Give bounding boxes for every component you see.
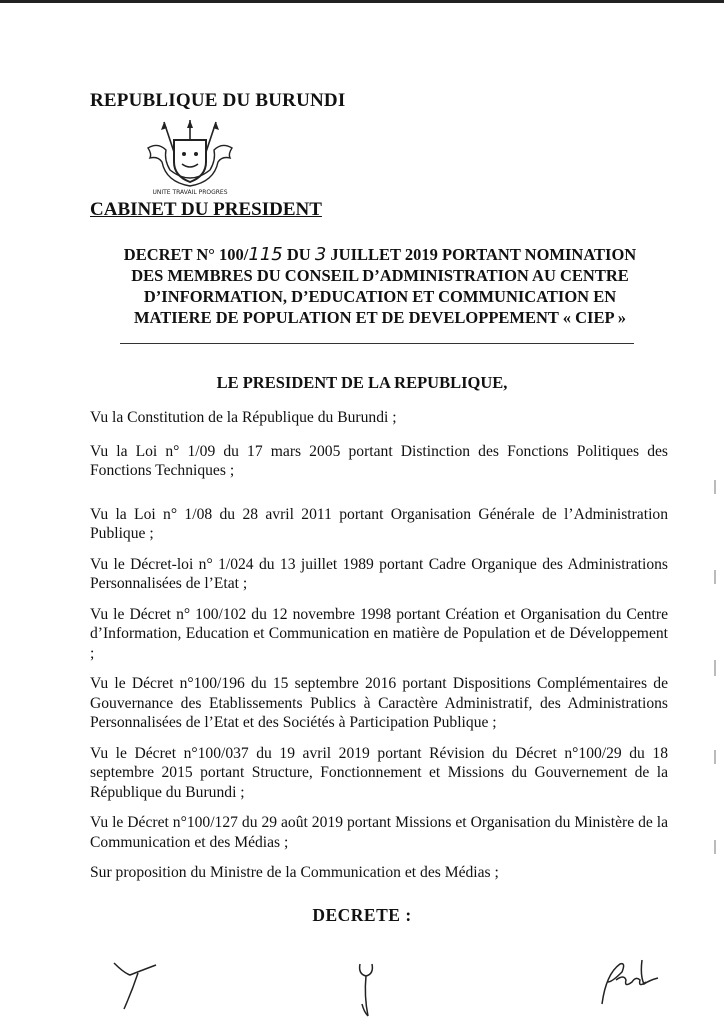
title-separator-line xyxy=(120,343,634,344)
decree-title-line-1: DECRET N° 100/115 DU 3 JUILLET 2019 PORTANT NOMINATION xyxy=(123,244,637,265)
preamble-paragraph: Vu le Décret-loi n° 1/024 du 13 juillet 1989 portant Cadre Organique des Administrations Personnalisées de l’Etat ; xyxy=(90,555,668,592)
handwritten-decree-number: 115 xyxy=(248,244,283,265)
initial-signature-left xyxy=(108,955,168,1015)
decrete-heading: DECRETE : xyxy=(312,905,412,925)
preamble-paragraph: Vu le Décret n°100/037 du 19 avril 2019 portant Révision du Décret n°100/29 du 18 septembre 2015 portant Structure, Fonctionnement et Missions du Gouvernement de la République du Burundi ; xyxy=(90,744,668,801)
decree-title-line-4: MATIERE DE POPULATION ET DE DEVELOPPEMENT « CIEP » xyxy=(133,308,626,327)
decree-title-line-3: D’INFORMATION, D’EDUCATION ET COMMUNICATION EN xyxy=(143,287,617,306)
preamble-paragraph: Vu la Loi n° 1/08 du 28 avril 2011 portant Organisation Générale de l’Administration Publique ; xyxy=(90,505,668,542)
handwritten-day: 3 xyxy=(314,244,327,265)
preamble-paragraph: Vu la Loi n° 1/09 du 17 mars 2005 portant Distinction des Fonctions Politiques des Fonctions Techniques ; xyxy=(90,442,668,479)
margin-scan-marks xyxy=(712,480,718,900)
coat-of-arms-emblem xyxy=(140,118,240,200)
initial-signature-middle xyxy=(352,960,382,1020)
preamble-paragraph: Vu le Décret n° 100/102 du 12 novembre 1998 portant Création et Organisation du Centre d’Information, Education et Communication en matière de Population et de Développement ; xyxy=(90,605,668,662)
country-heading: REPUBLIQUE DU BURUNDI xyxy=(90,90,346,111)
preamble-paragraph: Sur proposition du Ministre de la Communication et des Médias ; xyxy=(90,864,499,881)
preamble-paragraph: Vu le Décret n°100/127 du 29 août 2019 portant Missions et Organisation du Ministère de la Communication et des Médias ; xyxy=(90,814,668,851)
initial-signature-right xyxy=(592,950,672,1010)
decree-title xyxy=(82,244,678,328)
emblem-motto: UNITE TRAVAIL PROGRES xyxy=(152,189,228,196)
preamble-paragraph: Vu la Constitution de la République du Burundi ; xyxy=(90,409,397,426)
top-border xyxy=(0,0,724,3)
preamble-paragraph: Vu le Décret n°100/196 du 15 septembre 2016 portant Dispositions Complémentaires de Gouvernance des Etablissements Publics à Caractère Administratif, des Administrations Personnalisées de l’Etat et des Sociétés à Participation Publique ; xyxy=(90,675,668,731)
president-heading: LE PRESIDENT DE LA REPUBLIQUE, xyxy=(216,373,508,392)
decree-title-line-2: DES MEMBRES DU CONSEIL D’ADMINISTRATION AU CENTRE xyxy=(131,266,629,285)
office-heading: CABINET DU PRESIDENT xyxy=(90,199,322,220)
preamble xyxy=(90,408,668,883)
